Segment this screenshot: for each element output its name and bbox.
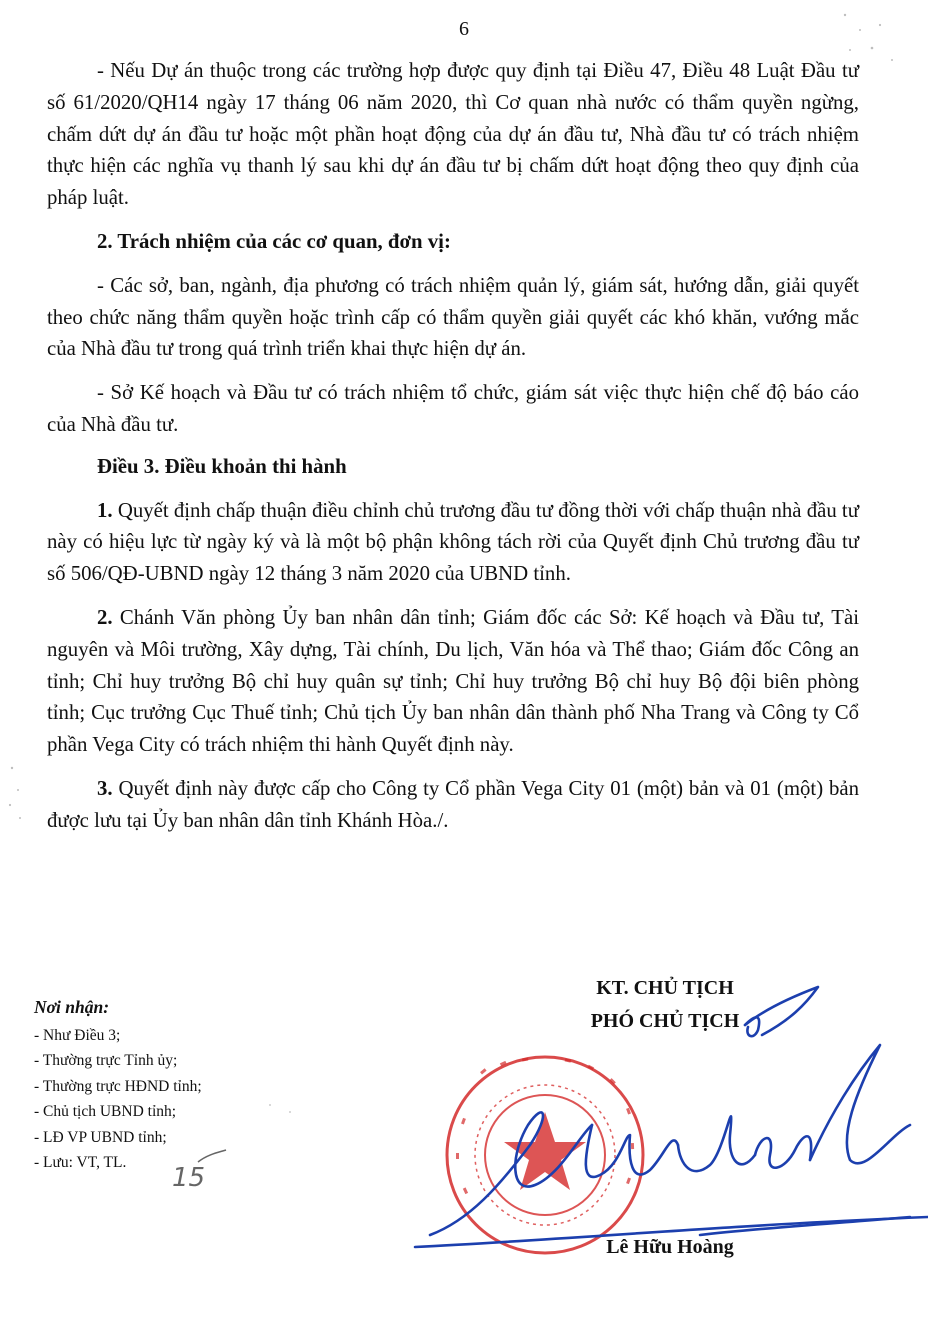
clause-2-number: 2. (97, 605, 113, 629)
clause-1-text: Quyết định chấp thuận điều chỉnh chủ trương đầu tư đồng thời với chấp thuận nhà đầu tư này có hiệu lực từ ngày ký và là một bộ phận không tách rời của Quyết định Chủ trương đầu tư số 506/QĐ-UBND ngày 12 tháng 3 năm 2020 của UBND tỉnh. (47, 498, 859, 586)
clause-3-number: 3. (97, 776, 113, 800)
recipients-title: Nơi nhận: (34, 997, 110, 1017)
clause-2 (47, 602, 859, 761)
paragraph-departments: - Các sở, ban, ngành, địa phương có trách nhiệm quản lý, giám sát, hướng dẫn, giải quyết theo chức năng thẩm quyền hoặc trình cấp có thẩm quyền giải quyết các khó khăn, vướng mắc của Nhà đầu tư trong quá trình triển khai thực hiện dự án. (47, 273, 859, 361)
signature-title-line2: PHÓ CHỦ TỊCH (590, 1010, 740, 1032)
clause-1 (47, 495, 859, 590)
clause-2-text: Chánh Văn phòng Ủy ban nhân dân tỉnh; Giám đốc các Sở: Kế hoạch và Đầu tư, Tài nguyên và Môi trường, Xây dựng, Tài chính, Du lịch, Văn hóa và Thể thao; Giám đốc Công an tỉnh; Chỉ huy trưởng Bộ chỉ huy quân sự tỉnh; Chỉ huy trưởng Bộ chỉ huy Bộ đội biên phòng tỉnh; Cục trưởng Cục Thuế tỉnh; Chủ tịch Ủy ban nhân dân thành phố Nha Trang và Công ty Cổ phần Vega City có trách nhiệm thi hành Quyết định này. (47, 605, 859, 757)
page-number: 6 (459, 18, 469, 40)
clause-3 (47, 773, 859, 837)
article-3-heading: Điều 3. Điều khoản thi hành (97, 454, 347, 478)
recipient-item: - Như Điều 3; (34, 1026, 121, 1044)
recipient-item: - Chủ tịch UBND tỉnh; (34, 1103, 177, 1120)
recipient-item: - LĐ VP UBND tỉnh; (34, 1128, 167, 1146)
handwritten-note (168, 1148, 228, 1198)
handwritten-signature (410, 985, 928, 1255)
handwritten-note-text: 15 (172, 1163, 206, 1193)
paragraph-planning-dept: - Sở Kế hoạch và Đầu tư có trách nhiệm tổ chức, giám sát việc thực hiện chế độ báo cáo của Nhà đầu tư. (47, 381, 859, 436)
recipient-item: - Thường trực Tỉnh ủy; (34, 1052, 178, 1069)
section-heading-responsibilities: 2. Trách nhiệm của các cơ quan, đơn vị: (97, 229, 451, 253)
document-body (47, 55, 859, 849)
paragraph-termination: - Nếu Dự án thuộc trong các trường hợp được quy định tại Điều 47, Điều 48 Luật Đầu tư số 61/2020/QH14 ngày 17 tháng 06 năm 2020, thì Cơ quan nhà nước có thẩm quyền ngừng, chấm dứt dự án đầu tư hoặc một phần hoạt động của dự án đầu tư, Nhà đầu tư có trách nhiệm thực hiện các nghĩa vụ thanh lý sau khi dự án đầu tư bị chấm dứt hoạt động theo quy định của pháp luật. (47, 59, 859, 210)
clause-1-number: 1. (97, 498, 113, 522)
recipient-item: - Lưu: VT, TL. (34, 1154, 127, 1171)
clause-3-text: Quyết định này được cấp cho Công ty Cổ phần Vega City 01 (một) bản và 01 (một) bản được lưu tại Ủy ban nhân dân tỉnh Khánh Hòa./. (47, 776, 859, 832)
signer-name: Lê Hữu Hoàng (606, 1236, 734, 1258)
recipient-item: - Thường trực HĐND tỉnh; (34, 1077, 202, 1095)
signature-title-line1: KT. CHỦ TỊCH (596, 977, 734, 999)
